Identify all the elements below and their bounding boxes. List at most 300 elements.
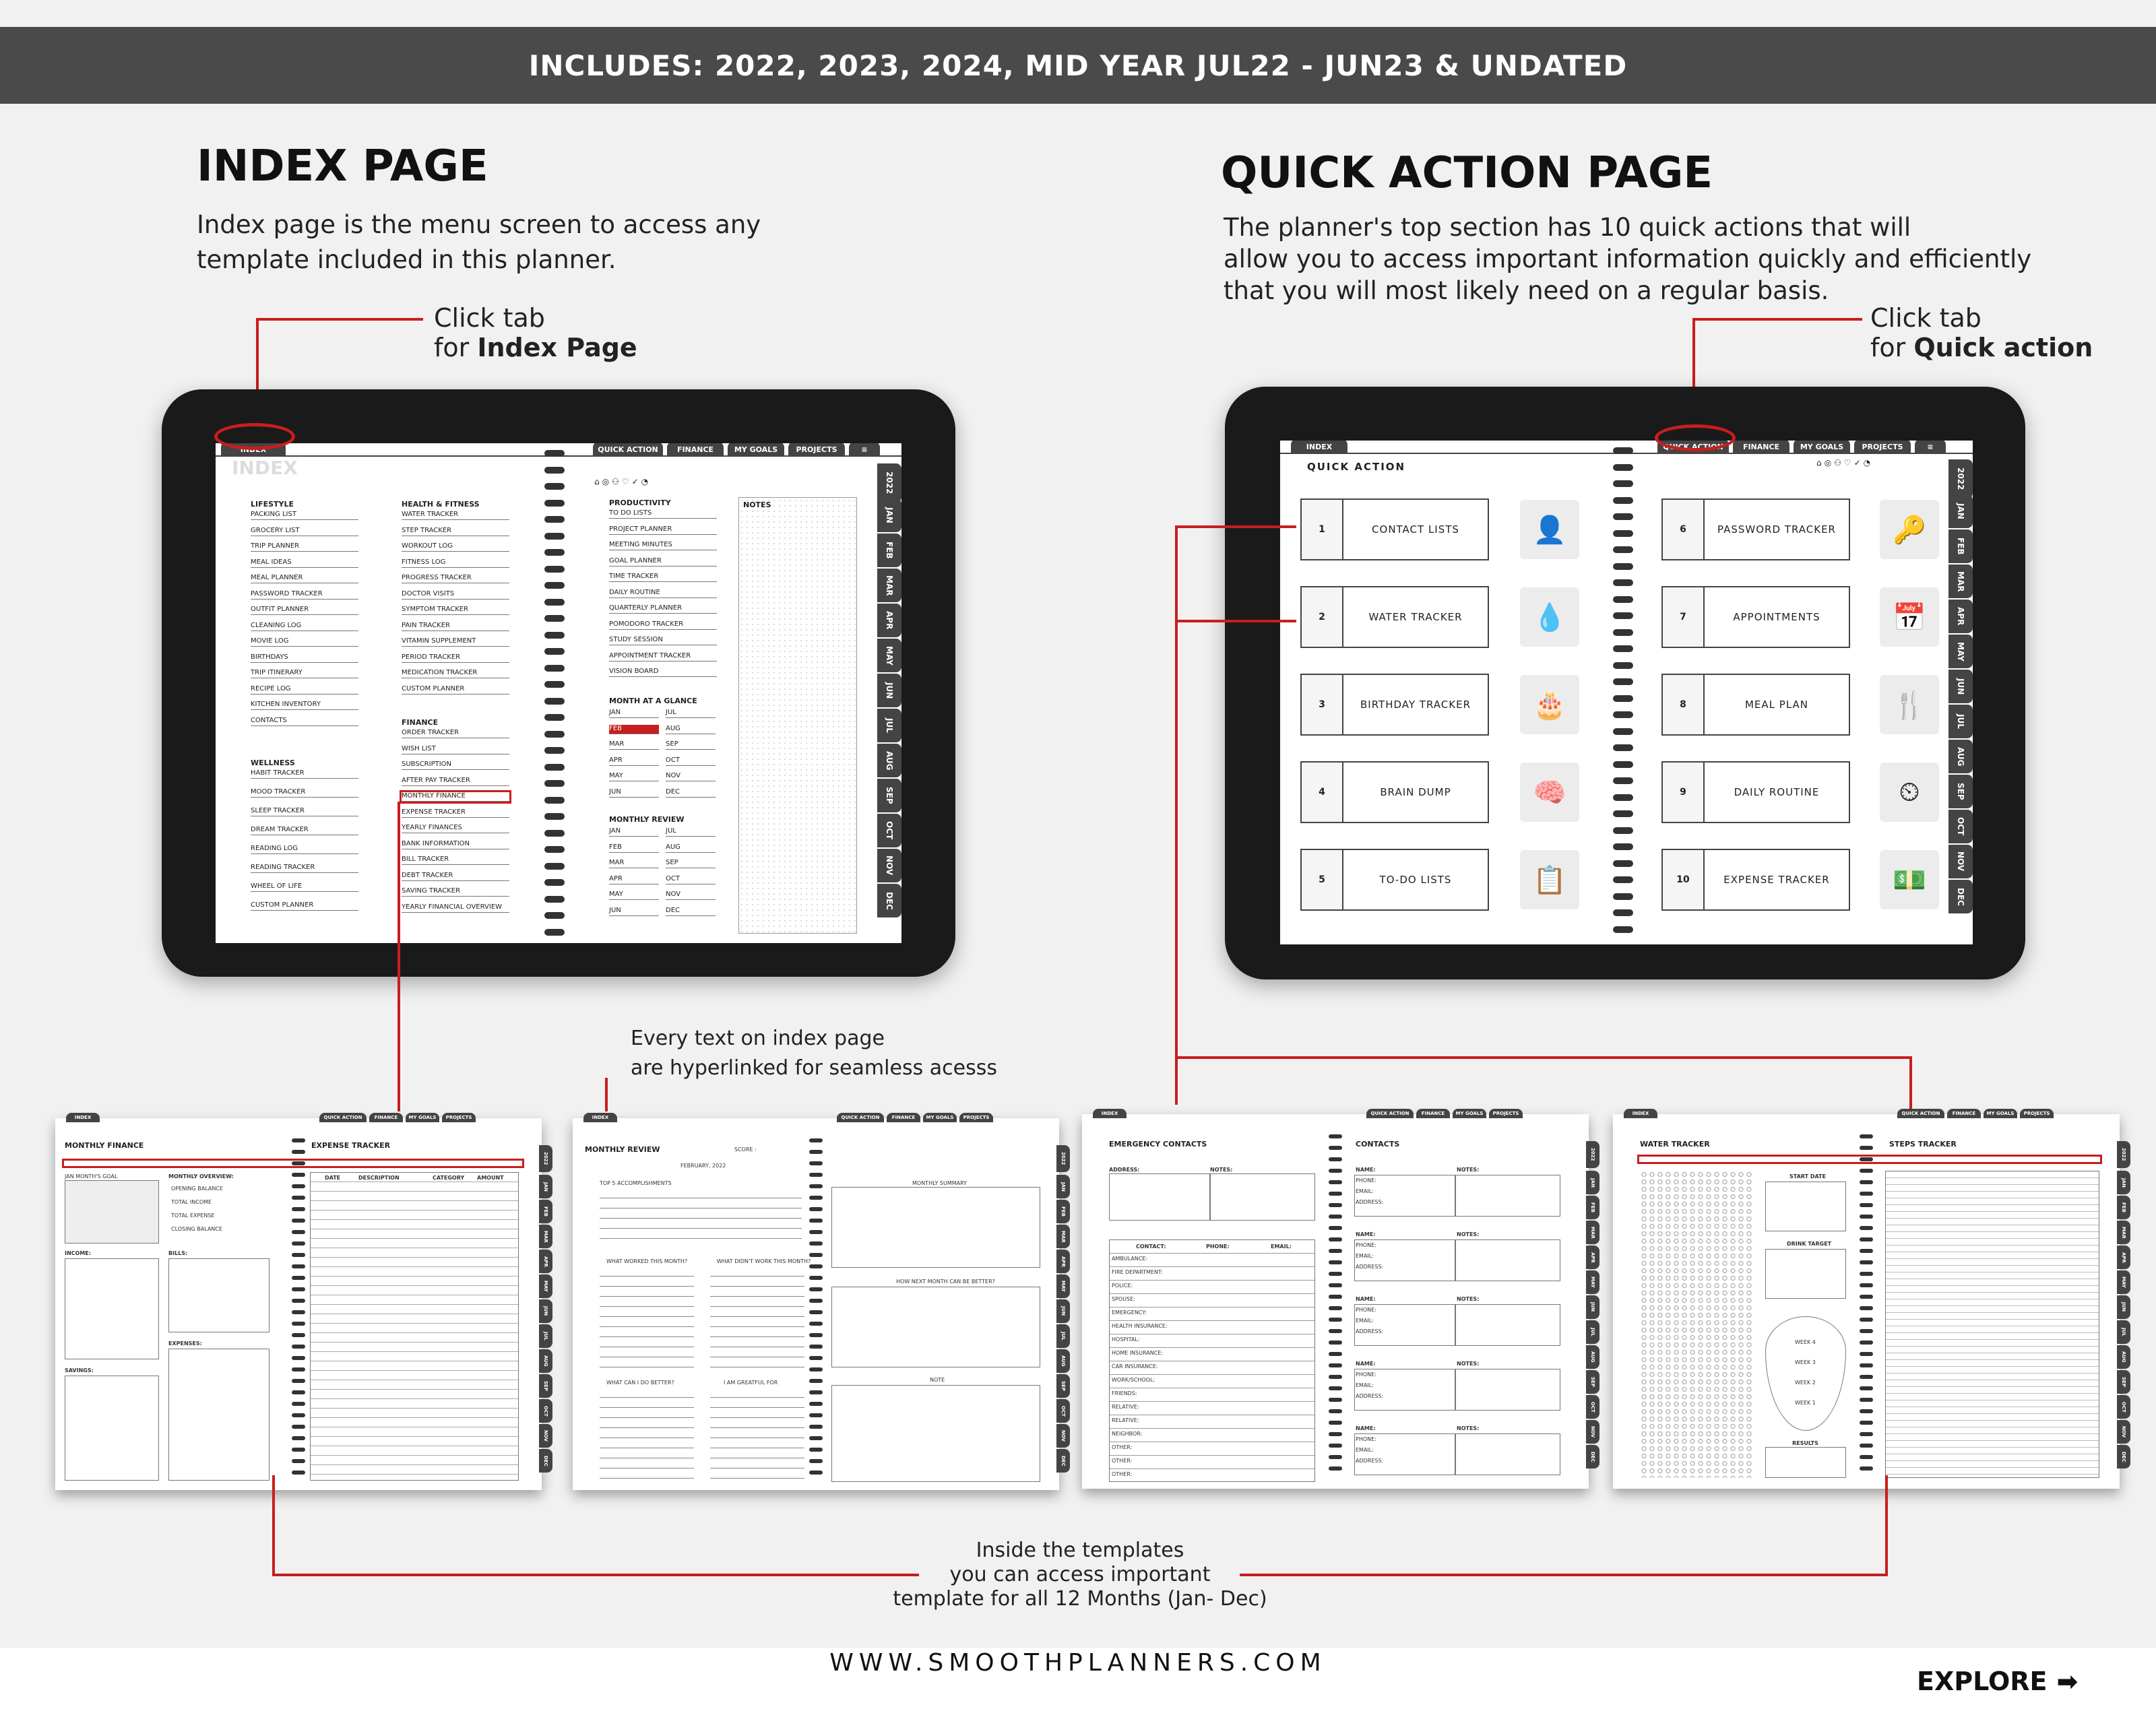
quick-action-icon[interactable]: 👤 [1520,500,1579,559]
tab-finance[interactable]: FINANCE [1416,1109,1450,1118]
menu-icon[interactable]: ≡ [849,443,880,457]
spiral-ring [1860,1409,1873,1413]
tab-jan[interactable]: JAN [1586,1171,1599,1194]
label: NAME: [1356,1296,1376,1302]
footer-url[interactable]: WWW.SMOOTHPLANNERS.COM [829,1649,1327,1677]
tab-jan[interactable]: JAN [877,498,901,532]
tab-aug[interactable]: AUG [877,744,901,777]
index-link[interactable]: DEBT TRACKER [402,872,509,881]
index-link[interactable]: MEDICATION TRACKER [402,669,509,678]
tab-dec[interactable]: DEC [539,1449,552,1473]
label: EMAIL: [1356,1253,1374,1259]
index-link[interactable]: MOVIE LOG [251,637,358,647]
tab-jul[interactable]: JUL [877,709,901,742]
index-link[interactable]: PROGRESS TRACKER [402,574,509,583]
index-link[interactable]: SEP [666,740,716,750]
tab-finance[interactable]: FINANCE [1733,441,1789,454]
tab-sep[interactable]: SEP [539,1374,552,1398]
index-link[interactable]: PACKING LIST [251,511,358,520]
spiral-ring [1329,1306,1342,1310]
spiral-ring [809,1207,823,1211]
tab-nov[interactable]: NOV [1056,1424,1070,1448]
tab-dec[interactable]: DEC [1586,1445,1599,1468]
index-link[interactable]: ORDER TRACKER [402,729,509,738]
tab-my-goals[interactable]: MY GOALS [923,1113,957,1122]
index-callout [434,303,637,362]
tab-jul[interactable]: JUL [2117,1320,2130,1344]
tab-aug[interactable]: AUG [1056,1349,1070,1373]
contact-card-notes [1455,1433,1560,1475]
spiral-ring [292,1207,305,1211]
tab-apr[interactable]: APR [2117,1246,2130,1269]
contact-row-label: HOSPITAL: [1112,1336,1140,1343]
index-link[interactable]: CUSTOM PLANNER [251,901,358,911]
index-link[interactable]: PAIN TRACKER [402,622,509,631]
tab-year[interactable]: 2022 [1056,1145,1070,1172]
label: NAME: [1356,1167,1376,1173]
spiral-ring [1860,1249,1873,1253]
tab-mar[interactable]: MAR [1056,1225,1070,1248]
index-link[interactable]: AUG [666,843,716,853]
index-link[interactable]: DEC [666,788,716,798]
tab-jul[interactable]: JUL [1056,1324,1070,1348]
spiral-ring [1329,1192,1342,1196]
tab-my-goals[interactable]: MY GOALS [1453,1109,1486,1118]
tab-index[interactable]: INDEX [583,1113,617,1122]
tab-year[interactable]: 2022 [877,463,901,503]
tab-mar[interactable]: MAR [1586,1221,1599,1244]
index-link[interactable]: VISION BOARD [609,668,717,677]
contact-card-notes [1455,1304,1560,1346]
tab-apr[interactable]: APR [539,1250,552,1273]
quick-section-desc [1224,212,2031,306]
tab-index[interactable]: INDEX [1093,1109,1127,1118]
quick-action-number: 2 [1302,587,1343,647]
tab-jan[interactable]: JAN [2117,1171,2130,1194]
tab-projects[interactable]: PROJECTS [2020,1109,2054,1118]
index-link[interactable]: MAR [609,859,659,868]
quick-action-number: 5 [1302,850,1343,909]
tab-mar[interactable]: MAR [1948,564,1973,598]
index-link[interactable]: PROJECT PLANNER [609,525,717,535]
tab-my-goals[interactable]: MY GOALS [406,1113,439,1122]
index-link[interactable]: YEARLY FINANCES [402,824,509,833]
col-header: CATEGORY [433,1175,465,1181]
spiral-ring [1860,1375,1873,1379]
spiral-ring [1329,1421,1342,1425]
index-link[interactable]: JAN [609,827,659,837]
index-link[interactable]: MAY [609,772,659,781]
spiral-ring [544,714,565,721]
index-link[interactable]: FEB [609,725,659,734]
index-link[interactable]: OCT [666,756,716,766]
tab-finance[interactable]: FINANCE [887,1113,920,1122]
tab-may[interactable]: MAY [1948,635,1973,668]
tab-dec[interactable]: DEC [1056,1449,1070,1473]
tab-feb[interactable]: FEB [877,534,901,567]
index-link[interactable]: RECIPE LOG [251,685,358,695]
tab-my-goals[interactable]: MY GOALS [1984,1109,2017,1118]
label: ADDRESS: [1356,1328,1384,1334]
tab-feb[interactable]: FEB [1056,1200,1070,1223]
quick-action-meal-plan[interactable] [1661,674,1850,736]
tab-nov[interactable]: NOV [1586,1420,1599,1444]
spiral-ring [292,1471,305,1475]
tab-finance[interactable]: FINANCE [667,443,724,457]
index-link[interactable]: WATER TRACKER [402,511,509,520]
index-link[interactable]: APR [609,875,659,884]
tab-jan[interactable]: JAN [1948,494,1973,528]
section-heading: FINANCE [402,718,439,727]
tab-year[interactable]: 2022 [1586,1141,1599,1168]
spiral-ring [544,599,565,606]
tab-finance[interactable]: FINANCE [369,1113,403,1122]
callout-prefix: for [434,333,478,362]
contact-row-label: FRIENDS: [1112,1390,1137,1396]
quick-action-expense-tracker[interactable] [1661,849,1850,911]
index-link[interactable]: READING LOG [251,845,358,854]
tab-sep[interactable]: SEP [1586,1370,1599,1394]
index-link[interactable]: MOOD TRACKER [251,788,358,798]
tab-mar[interactable]: MAR [877,569,901,602]
tab-dec[interactable]: DEC [2117,1445,2130,1468]
index-link[interactable]: STEP TRACKER [402,527,509,536]
tab-apr[interactable]: APR [1586,1246,1599,1269]
spiral-ring [544,500,565,507]
index-link[interactable]: GOAL PLANNER [609,557,717,567]
tab-projects[interactable]: PROJECTS [442,1113,476,1122]
index-link[interactable]: MEAL PLANNER [251,574,358,583]
tab-feb[interactable]: FEB [539,1200,552,1223]
tab-jun[interactable]: JUN [877,674,901,707]
index-link[interactable]: BANK INFORMATION [402,840,509,849]
index-link[interactable]: AFTER PAY TRACKER [402,777,509,786]
index-link[interactable]: BIRTHDAYS [251,653,358,663]
index-link[interactable]: MAR [609,740,659,750]
quick-action-icon[interactable]: 💵 [1880,850,1939,909]
tab-sep[interactable]: SEP [1056,1374,1070,1398]
quick-action-icon[interactable]: 📋 [1520,850,1579,909]
index-link[interactable]: WHEEL OF LIFE [251,882,358,892]
quick-action-daily-routine[interactable] [1661,761,1850,823]
tab-may[interactable]: MAY [1586,1270,1599,1294]
tab-quick-action[interactable]: QUICK ACTION [837,1113,884,1122]
tab-quick-action[interactable]: QUICK ACTION [1366,1109,1414,1118]
tab-apr[interactable]: APR [877,604,901,637]
index-link[interactable]: JUL [666,827,716,837]
section-heading: PRODUCTIVITY [609,498,671,507]
quick-action-icon[interactable]: 💧 [1520,587,1579,647]
spiral-ring [1613,744,1633,751]
spiral-ring [292,1322,305,1326]
spiral-ring [1860,1341,1873,1345]
spiral-ring [1860,1421,1873,1425]
index-link[interactable]: OUTFIT PLANNER [251,606,358,615]
spiral-ring [809,1253,823,1257]
quick-icons-row[interactable]: ⌂◎⚇♡✓◔ [594,477,652,486]
spiral-ring [544,879,565,886]
spiral-ring [292,1390,305,1394]
tab-feb[interactable]: FEB [2117,1196,2130,1219]
index-link[interactable]: JUL [666,709,716,718]
quick-action-number: 9 [1663,763,1705,822]
index-link[interactable]: APR [609,756,659,766]
quick-action-icon[interactable]: 🎂 [1520,675,1579,734]
label: HOW NEXT MONTH CAN BE BETTER? [896,1279,995,1285]
tab-nov[interactable]: NOV [1948,845,1973,878]
tab-dec[interactable]: DEC [877,884,901,917]
index-link[interactable]: KITCHEN INVENTORY [251,701,358,710]
index-link[interactable]: POMODORO TRACKER [609,620,717,630]
index-link[interactable]: TRIP PLANNER [251,542,358,552]
index-watermark: INDEX [232,457,298,479]
index-link[interactable]: HABIT TRACKER [251,769,358,779]
tab-jun[interactable]: JUN [539,1299,552,1323]
tab-nov[interactable]: NOV [877,849,901,882]
quick-action-contact-lists[interactable] [1300,498,1489,560]
spiral-ring [809,1471,823,1475]
spiral-ring [1329,1341,1342,1345]
spiral-ring [1860,1260,1873,1264]
index-link[interactable]: SYMPTOM TRACKER [402,606,509,615]
tab-jun[interactable]: JUN [1948,670,1973,703]
quick-action-icon[interactable]: 🍴 [1880,675,1939,734]
tab-jul[interactable]: JUL [1948,705,1973,738]
spiral-ring [544,450,565,457]
spiral-ring [1860,1295,1873,1299]
spiral-ring [1860,1444,1873,1448]
tab-quick-action[interactable]: QUICK ACTION [1897,1109,1944,1118]
index-link[interactable]: SAVING TRACKER [402,887,509,897]
tab-projects[interactable]: PROJECTS [1854,441,1911,454]
arrow-right-icon: ➡ [2056,1667,2079,1696]
quick-icons-row[interactable]: ⌂◎⚇♡✓◔ [1816,458,1874,467]
tab-apr[interactable]: APR [1056,1250,1070,1273]
tab-oct[interactable]: OCT [877,814,901,847]
spiral-ring [292,1264,305,1268]
contact-card-notes [1455,1175,1560,1217]
spiral-ring [1613,893,1633,900]
index-link[interactable]: CONTACTS [251,717,358,726]
spiral-ring [544,681,565,688]
index-link[interactable]: WORKOUT LOG [402,542,509,552]
quick-action-password-tracker[interactable] [1661,498,1850,560]
tab-index[interactable]: INDEX [1291,441,1348,454]
quick-action-label: APPOINTMENTS [1733,611,1820,623]
tab-index[interactable]: INDEX [66,1113,100,1122]
tab-year[interactable]: 2022 [1948,459,1973,498]
index-link[interactable]: EXPENSE TRACKER [402,808,509,818]
index-link[interactable]: MEETING MINUTES [609,541,717,550]
tab-aug[interactable]: AUG [1948,740,1973,773]
tab-projects[interactable]: PROJECTS [959,1113,993,1122]
tab-jun[interactable]: JUN [1056,1299,1070,1323]
spiral-ring [544,549,565,556]
spiral-ring [544,483,565,490]
index-link[interactable]: STUDY SESSION [609,636,717,645]
index-link[interactable]: SLEEP TRACKER [251,807,358,816]
quick-action-icon[interactable]: 📅 [1880,587,1939,647]
tab-oct[interactable]: OCT [539,1399,552,1423]
tab-mar[interactable]: MAR [539,1225,552,1248]
spiral-ring [292,1150,305,1154]
quick-action-icon[interactable]: 🧠 [1520,763,1579,822]
tab-projects[interactable]: PROJECTS [1489,1109,1523,1118]
tab-may[interactable]: MAY [2117,1270,2130,1294]
tab-projects[interactable]: PROJECTS [788,443,845,457]
spiral-ring [1329,1215,1342,1219]
quick-action-icon[interactable]: ⏲ [1880,763,1939,822]
spiral-ring [1613,909,1633,916]
index-link[interactable]: MONTHLY FINANCE [402,792,509,802]
tab-sep[interactable]: SEP [2117,1370,2130,1394]
spiral-ring [1613,827,1633,834]
tab-feb[interactable]: FEB [1948,529,1973,563]
index-link[interactable]: NOV [666,891,716,900]
tab-my-goals[interactable]: MY GOALS [1794,441,1850,454]
index-link[interactable]: DAILY ROUTINE [609,589,717,598]
section-heading: MONTH AT A GLANCE [609,697,697,705]
index-link[interactable]: FITNESS LOG [402,558,509,568]
index-link[interactable]: BILL TRACKER [402,856,509,865]
tab-jun[interactable]: JUN [1586,1295,1599,1319]
tab-quick-action[interactable]: QUICK ACTION [319,1113,367,1122]
index-link[interactable]: JUN [609,907,659,916]
tab-oct[interactable]: OCT [2117,1395,2130,1419]
tab-quick-action[interactable]: QUICK ACTION [1657,441,1729,454]
menu-icon[interactable]: ≡ [1915,441,1946,454]
index-link[interactable]: PASSWORD TRACKER [251,590,358,600]
index-link[interactable]: JAN [609,709,659,718]
index-link[interactable]: WISH LIST [402,745,509,754]
index-link[interactable]: DOCTOR VISITS [402,590,509,600]
tab-jun[interactable]: JUN [2117,1295,2130,1319]
label: MONTHLY SUMMARY [912,1180,968,1186]
label: WEEK 3 [1795,1359,1816,1365]
tab-apr[interactable]: APR [1948,600,1973,633]
spiral-ring [1329,1283,1342,1287]
tab-may[interactable]: MAY [1056,1274,1070,1298]
index-link[interactable]: SUBSCRIPTION [402,761,509,770]
label: MONTHLY OVERVIEW: [168,1173,234,1180]
spiral-ring [1860,1226,1873,1230]
index-link[interactable]: GROCERY LIST [251,527,358,536]
explore-button[interactable] [1917,1667,2078,1696]
section-heading: WELLNESS [251,758,295,767]
index-link[interactable]: TO DO LISTS [609,509,717,519]
tab-year[interactable]: 2022 [2117,1141,2130,1168]
tab-oct[interactable]: OCT [1948,810,1973,843]
tab-finance[interactable]: FINANCE [1947,1109,1981,1118]
quick-action-water-tracker[interactable] [1300,586,1489,648]
col-header: AMOUNT [477,1175,504,1181]
tab-mar[interactable]: MAR [2117,1221,2130,1244]
tab-sep[interactable]: SEP [1948,775,1973,808]
tab-aug[interactable]: AUG [1586,1345,1599,1369]
contact-card-notes [1455,1239,1560,1281]
contact-row-label: NEIGHBOR: [1112,1431,1143,1437]
tab-jan[interactable]: JAN [1056,1175,1070,1198]
index-link[interactable]: CLEANING LOG [251,622,358,631]
quick-tab-highlight [1655,424,1736,451]
tab-oct[interactable]: OCT [1586,1395,1599,1419]
tab-oct[interactable]: OCT [1056,1399,1070,1423]
index-link[interactable]: MEAL IDEAS [251,558,358,568]
tab-nov[interactable]: NOV [539,1424,552,1448]
quick-action-appointments[interactable] [1661,586,1850,648]
index-link[interactable]: CUSTOM PLANNER [402,685,509,695]
index-link[interactable]: DEC [666,907,716,916]
tab-index[interactable]: INDEX [221,443,286,457]
index-link[interactable]: QUARTERLY PLANNER [609,604,717,614]
quick-action-to-do-lists[interactable] [1300,849,1489,911]
quick-section-title: QUICK ACTION PAGE [1221,148,1713,198]
tab-may[interactable]: MAY [539,1274,552,1298]
index-link[interactable]: NOV [666,772,716,781]
quick-action-icon[interactable]: 🔑 [1880,500,1939,559]
contact-card-box [1354,1304,1455,1346]
tab-index[interactable]: INDEX [1624,1109,1657,1118]
label: TOTAL INCOME [171,1199,212,1205]
tab-aug[interactable]: AUG [2117,1345,2130,1369]
tab-feb[interactable]: FEB [1586,1196,1599,1219]
contact-row-label: CAR INSURANCE: [1112,1363,1158,1369]
index-link[interactable]: APPOINTMENT TRACKER [609,652,717,661]
spiral-ring [1329,1249,1342,1253]
tab-nov[interactable]: NOV [2117,1420,2130,1444]
spiral-ring [292,1367,305,1371]
spiral-ring [292,1230,305,1234]
index-link[interactable]: FEB [609,843,659,853]
tab-year[interactable]: 2022 [539,1145,552,1172]
spiral-ring [544,863,565,870]
spiral-ring [809,1322,823,1326]
index-link[interactable]: VITAMIN SUPPLEMENT [402,637,509,647]
index-link[interactable]: PERIOD TRACKER [402,653,509,663]
col-header: DATE [325,1175,341,1181]
spiral-ring [809,1333,823,1337]
quick-action-brain-dump[interactable] [1300,761,1489,823]
index-link[interactable]: DREAM TRACKER [251,826,358,835]
index-link[interactable]: SEP [666,859,716,868]
contact-row-label: AMBULANCE: [1112,1256,1148,1262]
tab-aug[interactable]: AUG [539,1349,552,1373]
explore-label: EXPLORE [1917,1667,2048,1696]
tab-may[interactable]: MAY [877,639,901,672]
index-link[interactable]: TIME TRACKER [609,573,717,582]
spiral-ring [292,1161,305,1165]
index-link[interactable]: YEARLY FINANCIAL OVERVIEW [402,903,509,913]
tab-quick-action[interactable]: QUICK ACTION [593,443,663,457]
tab-jan[interactable]: JAN [539,1175,552,1198]
tab-dec[interactable]: DEC [1948,880,1973,913]
tab-sep[interactable]: SEP [877,779,901,812]
spiral-ring [1329,1134,1342,1138]
index-link[interactable]: AUG [666,725,716,734]
spiral-ring [1329,1352,1342,1356]
index-link[interactable]: TRIP ITINERARY [251,669,358,678]
quick-action-number: 1 [1302,500,1343,559]
index-link[interactable]: JUN [609,788,659,798]
tab-jul[interactable]: JUL [539,1324,552,1348]
index-link[interactable]: OCT [666,875,716,884]
tab-my-goals[interactable]: MY GOALS [728,443,784,457]
quick-action-birthday-tracker[interactable] [1300,674,1489,736]
tab-jul[interactable]: JUL [1586,1320,1599,1344]
index-link[interactable]: MAY [609,891,659,900]
spiral-ring [292,1345,305,1349]
index-link[interactable]: READING TRACKER [251,864,358,873]
